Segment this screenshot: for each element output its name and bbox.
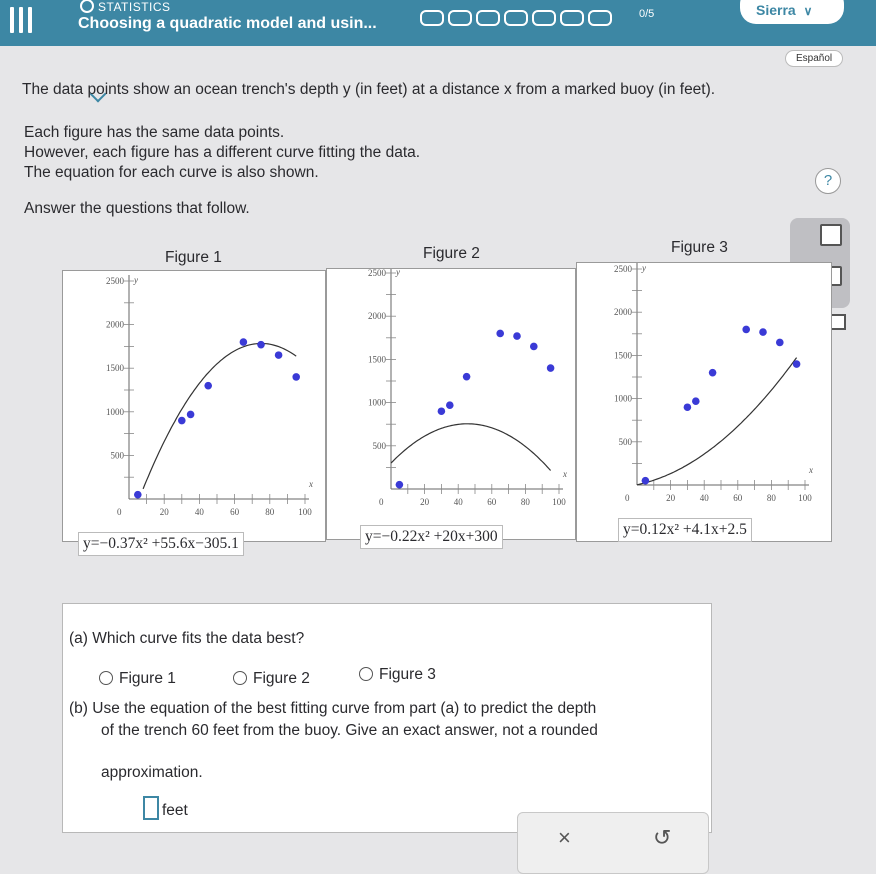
prompt-line-5: Answer the questions that follow. xyxy=(24,200,250,217)
progress-text: 0/5 xyxy=(639,8,655,20)
y-tick-label: 500 xyxy=(618,436,632,447)
data-point xyxy=(463,373,471,381)
prompt-line-1: The data points show an ocean trench's depth y (in feet) at a distance x from a marked buoy (in feet). xyxy=(22,81,716,98)
question-b-line-2: of the trench 60 feet from the buoy. Give an exact answer, not a rounded xyxy=(101,722,598,739)
y-tick-label: 1000 xyxy=(106,406,124,417)
calculator-icon[interactable] xyxy=(820,224,842,246)
answer-tray xyxy=(517,812,709,874)
user-name: Sierra xyxy=(756,2,796,18)
y-tick-label: 1500 xyxy=(368,354,386,365)
undo-button[interactable]: ↺ xyxy=(653,825,672,850)
data-point xyxy=(187,411,195,419)
circle-icon xyxy=(80,0,94,13)
y-tick-label: 2000 xyxy=(614,307,632,318)
progress-bar xyxy=(420,10,630,24)
clear-button[interactable]: × xyxy=(558,825,571,850)
data-point xyxy=(684,403,692,411)
y-axis-label: y xyxy=(396,269,400,277)
x-tick-label: 80 xyxy=(520,497,530,507)
menu-icon[interactable] xyxy=(10,7,32,33)
x-tick-label: 100 xyxy=(798,493,812,503)
fit-curve xyxy=(143,344,296,489)
y-tick-label: 2500 xyxy=(614,264,632,274)
option-figure-2[interactable]: Figure 2 xyxy=(233,670,310,688)
x-tick-label: 20 xyxy=(420,497,430,507)
prompt-line-4: The equation for each curve is also shown. xyxy=(24,164,319,181)
y-tick-label: 1500 xyxy=(614,350,632,361)
data-point xyxy=(446,401,454,409)
option-figure-3[interactable]: Figure 3 xyxy=(359,666,436,684)
y-tick-label: 1000 xyxy=(614,393,632,404)
x-tick-label: 20 xyxy=(159,507,169,517)
y-tick-label: 1000 xyxy=(368,397,386,408)
page-title: Choosing a quadratic model and usin... xyxy=(78,15,377,32)
y-tick-label: 2000 xyxy=(368,311,386,322)
x-tick-label: 80 xyxy=(265,507,275,517)
origin-label: 0 xyxy=(379,497,384,507)
figure-2-title: Figure 2 xyxy=(423,245,480,262)
chevron-down-icon: ∨ xyxy=(803,4,813,18)
figure-2-chart xyxy=(327,269,575,539)
figure-1-chart xyxy=(63,271,325,541)
question-panel xyxy=(62,603,712,833)
radio-button[interactable] xyxy=(99,671,113,685)
x-tick-label: 40 xyxy=(194,507,204,517)
data-point xyxy=(257,341,265,349)
unit-label: feet xyxy=(162,802,188,819)
figure-2-panel xyxy=(326,245,576,540)
y-tick-label: 500 xyxy=(110,450,124,461)
x-axis-label: x xyxy=(563,469,567,479)
x-tick-label: 80 xyxy=(766,493,776,503)
figure-1-panel xyxy=(62,249,326,542)
prompt-line-2: Each figure has the same data points. xyxy=(24,124,285,141)
data-point xyxy=(275,351,283,359)
data-point xyxy=(759,328,767,336)
option-figure-1[interactable]: Figure 1 xyxy=(99,670,176,688)
fit-curve xyxy=(637,358,797,485)
user-menu-button[interactable] xyxy=(740,0,844,24)
figure-1-title: Figure 1 xyxy=(165,249,222,266)
figure-3-panel xyxy=(576,239,832,542)
question-b-line-3: approximation. xyxy=(101,764,203,781)
topic-tag: STATISTICS xyxy=(80,0,171,14)
data-point xyxy=(709,369,717,377)
data-point xyxy=(742,326,750,334)
y-tick-label: 2500 xyxy=(106,276,124,286)
data-point xyxy=(438,407,446,415)
data-point xyxy=(396,481,404,489)
y-tick-label: 2000 xyxy=(106,319,124,330)
x-tick-label: 60 xyxy=(230,507,240,517)
figure-3-title: Figure 3 xyxy=(671,239,728,256)
data-point xyxy=(292,373,300,381)
fit-curve xyxy=(391,424,551,471)
data-point xyxy=(793,360,801,368)
help-button[interactable]: ? xyxy=(815,168,841,194)
x-axis-label: x xyxy=(809,465,813,475)
figure-3-equation: y=0.12x² +4.1x+2.5 xyxy=(618,518,752,542)
data-point xyxy=(692,397,700,405)
x-tick-label: 60 xyxy=(733,493,743,503)
data-point xyxy=(178,417,186,425)
y-axis-label: y xyxy=(642,263,646,273)
x-tick-label: 100 xyxy=(298,507,312,517)
question-b-line-1: (b) Use the equation of the best fitting curve from part (a) to predict the depth xyxy=(69,700,597,717)
data-point xyxy=(134,491,142,499)
x-tick-label: 60 xyxy=(487,497,497,507)
y-tick-label: 2500 xyxy=(368,269,386,278)
prompt-line-3: However, each figure has a different curve fitting the data. xyxy=(24,144,421,161)
x-tick-label: 40 xyxy=(453,497,463,507)
x-tick-label: 40 xyxy=(699,493,709,503)
data-point xyxy=(642,477,650,485)
origin-label: 0 xyxy=(625,493,630,503)
y-tick-label: 1500 xyxy=(106,363,124,374)
figure-2-equation: y=−0.22x² +20x+300 xyxy=(360,525,503,549)
radio-button[interactable] xyxy=(359,667,373,681)
data-point xyxy=(530,343,538,351)
question-a-label: (a) Which curve fits the data best? xyxy=(69,630,305,647)
data-point xyxy=(240,338,248,346)
answer-input[interactable] xyxy=(143,796,159,820)
radio-button[interactable] xyxy=(233,671,247,685)
x-axis-label: x xyxy=(309,479,313,489)
origin-label: 0 xyxy=(117,507,122,517)
y-axis-label: y xyxy=(134,275,138,285)
data-point xyxy=(776,339,784,347)
data-point xyxy=(513,332,521,340)
answer-row xyxy=(143,796,188,820)
x-tick-label: 100 xyxy=(552,497,566,507)
y-tick-label: 500 xyxy=(372,440,386,451)
data-point xyxy=(204,382,212,390)
data-point xyxy=(496,330,504,338)
x-tick-label: 20 xyxy=(666,493,676,503)
language-button[interactable]: Español xyxy=(785,50,843,67)
figure-3-chart xyxy=(577,263,831,541)
figure-1-equation: y=−0.37x² +55.6x−305.1 xyxy=(78,532,244,556)
top-bar xyxy=(0,0,876,46)
data-point xyxy=(547,364,555,372)
